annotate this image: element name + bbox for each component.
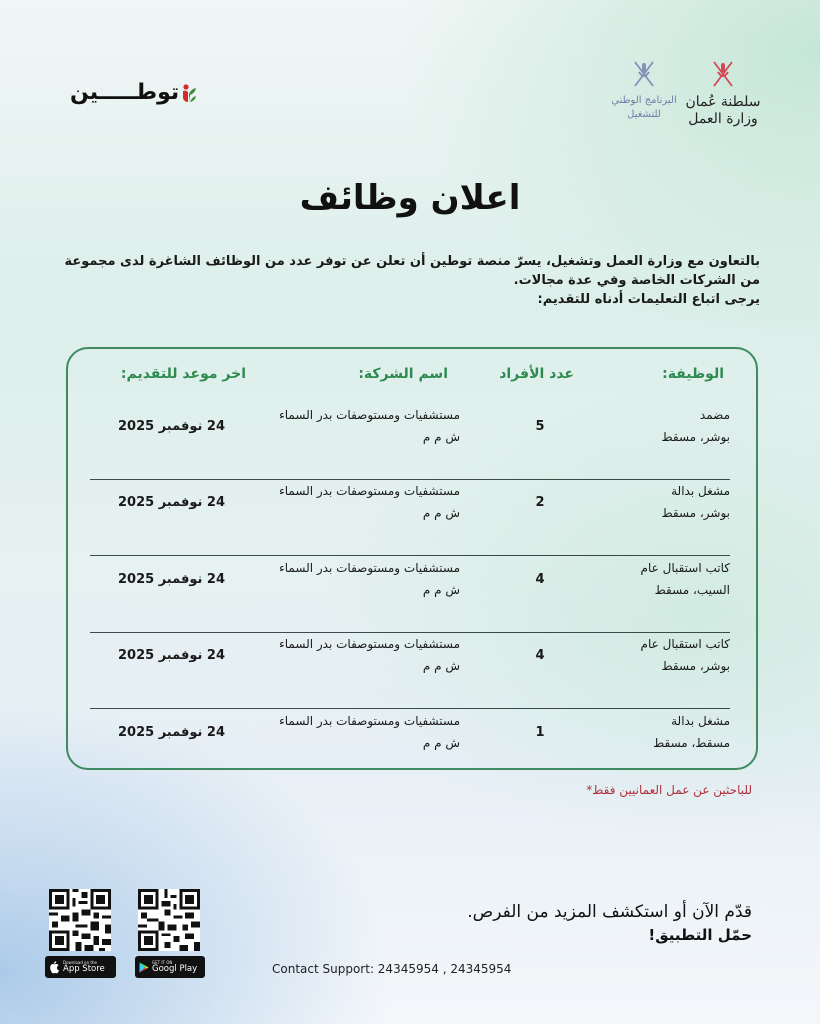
deadline-cell: 24 نوفمبر 2025 [118, 648, 225, 663]
deadline-cell: 24 نوفمبر 2025 [118, 495, 225, 510]
google-play-icon [139, 962, 149, 973]
ministry-of-labour-logo [680, 58, 766, 128]
tawteen-logo [70, 80, 197, 105]
row-divider [90, 708, 730, 710]
deadline-cell: 24 نوفمبر 2025 [118, 419, 225, 434]
job-location: بوشر، مسقط [661, 430, 730, 444]
intro-text [50, 252, 760, 309]
program-name-line1: البرنامج الوطني [611, 95, 677, 106]
deadline-cell: 24 نوفمبر 2025 [118, 725, 225, 740]
job-title: مشغل بدالة [671, 484, 730, 498]
call-to-action [467, 900, 752, 946]
national-employment-program-logo [604, 58, 684, 122]
google-play-qr-code[interactable] [138, 889, 200, 951]
tawteen-leaf-icon [181, 82, 197, 104]
table-row [90, 710, 730, 786]
ministry-name-line1: سلطنة عُمان [685, 94, 761, 110]
job-cell [590, 633, 730, 677]
header-deadline: اخر موعد للتقديم: [120, 366, 246, 382]
job-title: مشغل بدالة [671, 714, 730, 728]
job-title: كاتب استقبال عام [640, 561, 730, 575]
header-job: الوظيفة: [662, 366, 724, 382]
count-cell: 4 [535, 648, 545, 663]
intro-instructions: يرجى اتباع التعليمات أدناه للتقديم: [537, 292, 760, 307]
google-play-label: Googl Play [152, 964, 198, 974]
table-row [90, 633, 730, 709]
job-title: مضمد [699, 408, 730, 422]
contact-support: Contact Support: 24345954 , 24345954 [272, 962, 512, 976]
job-cell [590, 710, 730, 754]
cta-apply-text: قدّم الآن أو استكشف المزيد من الفرص. [467, 902, 752, 922]
program-name-line2: للتشغيل [627, 109, 661, 120]
company-cell: مستشفيات ومستوصفات بدر السماء ش م م [279, 408, 460, 444]
google-play-badge[interactable] [135, 956, 205, 978]
google-play-small-text: GET IT ON [152, 960, 173, 965]
job-location: مسقط، مسقط [653, 736, 730, 750]
intro-paragraph: بالتعاون مع وزارة العمل وتشغيل، يسرّ منصة توطين أن تعلن عن توفر عدد من الوظائف الشاغرة لدى مجموعة من الشركات الخاصة وفي عدة مجالات. [64, 254, 760, 288]
job-location: السيب، مسقط [654, 583, 730, 597]
omani-only-note: للباحثين عن عمل العمانيين فقط* [586, 783, 752, 797]
job-location: بوشر، مسقط [661, 659, 730, 673]
app-store-label: App Store [63, 964, 105, 974]
company-cell: مستشفيات ومستوصفات بدر السماء ش م م [279, 714, 460, 750]
company-cell: مستشفيات ومستوصفات بدر السماء ش م م [279, 637, 460, 673]
job-cell [590, 557, 730, 601]
deadline-cell: 24 نوفمبر 2025 [118, 572, 225, 587]
app-store-qr-code[interactable] [49, 889, 111, 951]
count-cell: 5 [535, 419, 545, 434]
emblem-icon [629, 58, 659, 90]
app-store-small-text: Download on the [63, 960, 97, 965]
app-store-badge[interactable] [45, 956, 116, 978]
table-row [90, 557, 730, 633]
table-row [90, 480, 730, 556]
page-title: اعلان وظائف [299, 178, 521, 218]
job-cell [590, 480, 730, 524]
table-row [90, 404, 730, 480]
job-location: بوشر، مسقط [661, 506, 730, 520]
tawteen-wordmark: توطـــــين [70, 80, 180, 105]
job-title: كاتب استقبال عام [640, 637, 730, 651]
count-cell: 4 [535, 572, 545, 587]
job-cell [590, 404, 730, 448]
count-cell: 2 [535, 495, 545, 510]
emblem-icon [708, 58, 738, 90]
header-company: اسم الشركة: [358, 366, 448, 382]
header-count: عدد الأفراد [499, 366, 574, 382]
ministry-name-line2: وزارة العمل [688, 111, 758, 127]
apple-icon [49, 961, 60, 974]
company-cell: مستشفيات ومستوصفات بدر السماء ش م م [279, 484, 460, 520]
company-cell: مستشفيات ومستوصفات بدر السماء ش م م [279, 561, 460, 597]
row-divider [90, 555, 730, 557]
count-cell: 1 [535, 725, 545, 740]
cta-download-text: حمّل التطبيق! [648, 926, 752, 944]
